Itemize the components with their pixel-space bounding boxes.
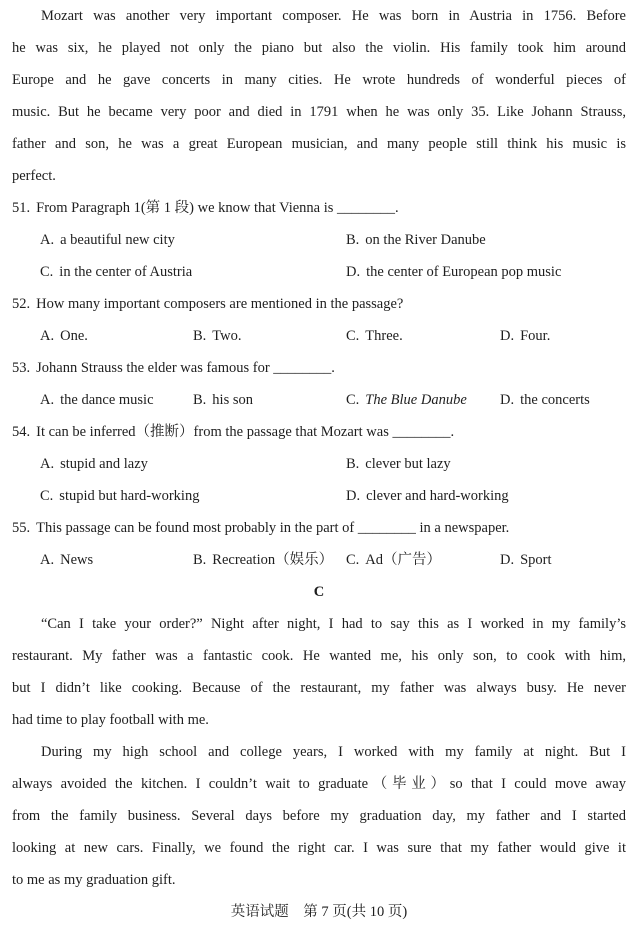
passage-c-line: to me as my graduation gift. xyxy=(12,872,176,888)
option-text: Four. xyxy=(520,328,551,344)
option-b xyxy=(193,544,333,576)
option-c xyxy=(346,384,467,416)
question-stem-line xyxy=(0,192,638,224)
question-number: 54. xyxy=(12,424,31,440)
options-row xyxy=(0,256,638,288)
question-stem: How many important composers are mentioned in the passage? xyxy=(36,296,404,312)
option-text: Recreation（娱乐） xyxy=(212,552,334,568)
option-text: stupid but hard-working xyxy=(59,488,200,504)
option-label: D. xyxy=(346,264,361,280)
page-footer: 英语试题 第 7 页(共 10 页) xyxy=(230,904,408,920)
option-text: the dance music xyxy=(60,392,154,408)
options-row xyxy=(0,320,638,352)
passage-b xyxy=(0,0,638,192)
question-53 xyxy=(0,352,638,416)
option-label: D. xyxy=(346,488,361,504)
option-text: Sport xyxy=(520,552,552,568)
question-stem-line xyxy=(0,416,638,448)
passage-c xyxy=(0,576,638,896)
passage-c-line: “Can I take your order?” Night after night, I had to say this as I worked in my family’s xyxy=(41,616,626,632)
option-label: A. xyxy=(40,328,55,344)
passage-c-line: from the family business. Several days before my graduation day, my father and I started xyxy=(12,808,626,824)
option-a xyxy=(40,224,175,256)
question-stem-line xyxy=(0,352,638,384)
option-text: Ad（广告） xyxy=(365,552,442,568)
option-c xyxy=(346,544,441,576)
question-stem: This passage can be found most probably in the part of ________ in a newspaper. xyxy=(36,520,510,536)
question-stem-line xyxy=(0,288,638,320)
passage-c-line: but I didn’t like cooking. Because of the restaurant, my father was always busy. He never xyxy=(12,680,626,696)
option-c xyxy=(346,320,403,352)
option-a xyxy=(40,320,88,352)
question-52 xyxy=(0,288,638,352)
option-label: B. xyxy=(193,328,207,344)
option-text: clever but lazy xyxy=(365,456,451,472)
option-label: B. xyxy=(193,392,207,408)
question-54 xyxy=(0,416,638,512)
option-d xyxy=(500,544,552,576)
option-b xyxy=(193,384,253,416)
options-row xyxy=(0,224,638,256)
question-stem-line xyxy=(0,512,638,544)
option-label: D. xyxy=(500,552,515,568)
passage-b-line: father and son, he was a great European musician, and many people still think his music is xyxy=(12,136,626,152)
option-label: A. xyxy=(40,392,55,408)
options-row xyxy=(0,480,638,512)
option-label: A. xyxy=(40,232,55,248)
option-label: C. xyxy=(346,552,360,568)
option-text: on the River Danube xyxy=(365,232,486,248)
option-c xyxy=(40,480,199,512)
option-text: clever and hard-working xyxy=(366,488,509,504)
passage-c-line: looking at new cars. Finally, we found the right car. I was sure that my father would give it xyxy=(12,840,626,856)
options-row xyxy=(0,384,638,416)
question-stem: From Paragraph 1(第 1 段) we know that Vienna is ________. xyxy=(36,200,399,216)
option-a xyxy=(40,544,93,576)
option-label: A. xyxy=(40,552,55,568)
option-label: A. xyxy=(40,456,55,472)
passage-b-line: he was six, he played not only the piano but also the violin. His family took him around xyxy=(12,40,626,56)
question-number: 51. xyxy=(12,200,31,216)
option-label: D. xyxy=(500,328,515,344)
option-label: B. xyxy=(193,552,207,568)
option-label: B. xyxy=(346,456,360,472)
option-b xyxy=(346,224,486,256)
option-label: C. xyxy=(346,328,360,344)
passage-c-line: had time to play football with me. xyxy=(12,712,209,728)
question-51 xyxy=(0,192,638,288)
question-stem: It can be inferred（推断）from the passage that Mozart was ________. xyxy=(36,424,455,440)
option-a xyxy=(40,384,154,416)
options-row xyxy=(0,544,638,576)
passage-c-line: During my high school and college years, I worked with my family at night. But I xyxy=(41,744,626,760)
passage-b-line: Mozart was another very important composer. He was born in Austria in 1756. Before xyxy=(41,8,626,24)
option-label: D. xyxy=(500,392,515,408)
option-d xyxy=(346,256,561,288)
option-text: Two. xyxy=(212,328,242,344)
passage-c-line: always avoided the kitchen. I couldn’t wait to graduate（毕业）so that I could move away xyxy=(12,776,626,792)
passage-c-paragraph-1 xyxy=(0,608,638,736)
question-number: 55. xyxy=(12,520,31,536)
option-text: stupid and lazy xyxy=(60,456,148,472)
question-number: 52. xyxy=(12,296,31,312)
passage-b-line: Europe and he gave concerts in many cities. He wrote hundreds of wonderful pieces of xyxy=(12,72,626,88)
question-number: 53. xyxy=(12,360,31,376)
option-text: his son xyxy=(212,392,253,408)
option-label: C. xyxy=(40,264,54,280)
option-text: the concerts xyxy=(520,392,590,408)
option-label: C. xyxy=(40,488,54,504)
option-text: One. xyxy=(60,328,88,344)
option-text: the center of European pop music xyxy=(366,264,562,280)
question-55 xyxy=(0,512,638,576)
passage-b-line: music. But he became very poor and died in 1791 when he was only 35. Like Johann Strauss, xyxy=(12,104,626,120)
option-d xyxy=(500,320,550,352)
option-c xyxy=(40,256,192,288)
option-text: a beautiful new city xyxy=(60,232,175,248)
option-b xyxy=(346,448,451,480)
option-text: in the center of Austria xyxy=(59,264,193,280)
option-d xyxy=(500,384,590,416)
option-d xyxy=(346,480,509,512)
option-text: Three. xyxy=(365,328,403,344)
passage-c-line: restaurant. My father was a fantastic cook. He wanted me, his only son, to cook with him, xyxy=(12,648,626,664)
passage-c-paragraph-2 xyxy=(0,736,638,896)
passage-b-line: perfect. xyxy=(12,168,56,184)
option-label: B. xyxy=(346,232,360,248)
section-heading: C xyxy=(313,584,325,600)
option-b xyxy=(193,320,242,352)
option-label: C. xyxy=(346,392,360,408)
question-stem: Johann Strauss the elder was famous for ________. xyxy=(36,360,335,376)
option-text: The Blue Danube xyxy=(365,392,467,408)
option-text: News xyxy=(60,552,94,568)
options-row xyxy=(0,448,638,480)
option-a xyxy=(40,448,148,480)
